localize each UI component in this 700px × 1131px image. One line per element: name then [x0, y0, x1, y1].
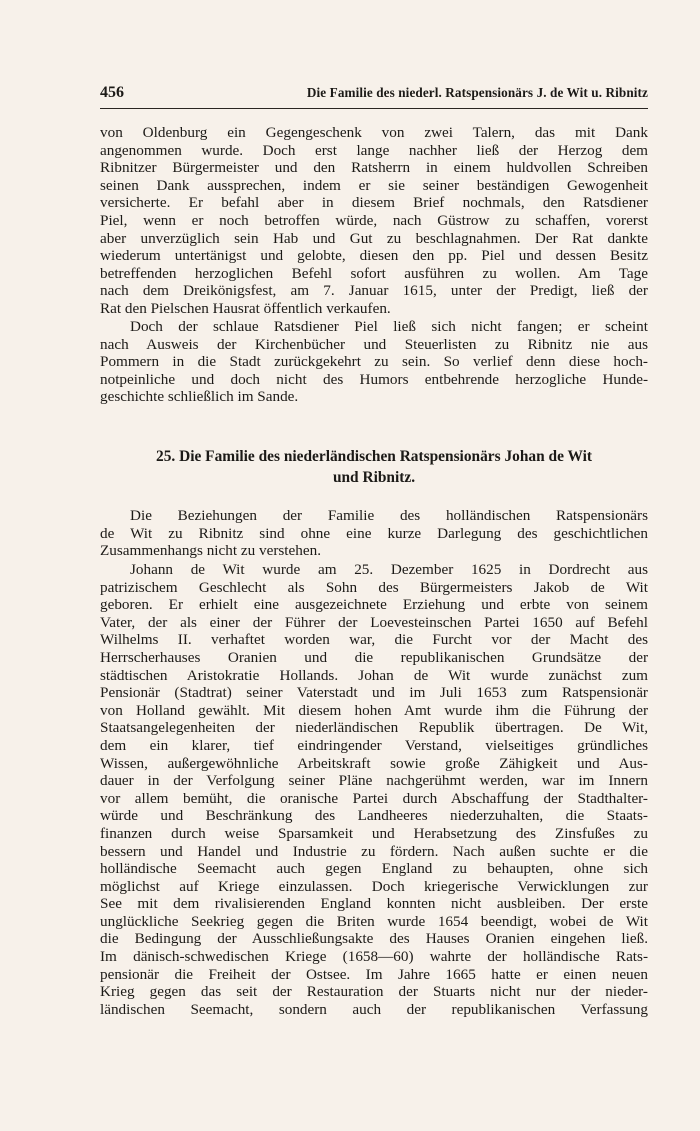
text-line: vor allem bemüht, die oranische Partei durch Abschaffung der Stadthalter-: [100, 789, 648, 807]
text-line: geschichte schließlich im Sande.: [100, 388, 299, 406]
text-line: See mit dem rivalisierenden England konnten nicht ausbleiben. Der erste: [100, 895, 648, 913]
section-heading-line: 25. Die Familie des niederländischen Ratspensionärs Johan de Wit: [156, 448, 592, 465]
text-line: versicherte. Er befahl aber in diesem Brief nochmals, den Ratsdiener: [100, 194, 648, 212]
text-line: geboren. Er erhielt eine ausgezeichnete Erziehung und erbte von seinem: [100, 596, 648, 614]
paragraph-1: [100, 124, 648, 318]
text-line: von Holland gewählt. Mit diesem hohen Amt wurde ihm die Führung der: [100, 701, 648, 719]
text-line: Pommern in die Stadt zurückgekehrt zu sein. So verlief denn diese hoch-: [100, 353, 648, 371]
text-line: Krieg gegen das seit der Restauration der Stuarts nicht nur der nieder-: [100, 983, 648, 1001]
text-line: seinen Dank aussprechen, indem er sie seiner beständigen Gewogenheit: [100, 176, 648, 194]
text-line: Herrscherhauses Oranien und die republikanischen Grundsätze der: [100, 648, 648, 666]
text-line: würde und Beschränkung des Landheeres niederzuhalten, die Staats-: [100, 807, 648, 825]
paragraph-4: [100, 561, 648, 1018]
text-line: dem ein klarer, tief eindringender Verstand, vielseitiges gründliches: [100, 736, 648, 754]
text-line: Die Beziehungen der Familie des holländischen Ratspensionärs: [130, 507, 648, 524]
text-line: von Oldenburg ein Gegengeschenk von zwei Talern, das mit Dank: [100, 124, 648, 141]
text-line: Pensionär (Stadtrat) seiner Vaterstadt und im Juli 1653 zum Ratspensionär: [100, 684, 648, 702]
text-line: nach dem Dreikönigsfest, am 7. Januar 1615, unter der Predigt, ließ der: [100, 282, 648, 300]
text-line: de Wit zu Ribnitz sind ohne eine kurze Darlegung des geschichtlichen: [100, 524, 648, 542]
text-line: Wissen, außergewöhnliche Arbeitskraft sowie große Zähigkeit und Aus-: [100, 754, 648, 772]
section-heading-line: und Ribnitz.: [332, 468, 416, 486]
paragraph-3: [100, 507, 648, 560]
text-line: ländischen Seemacht, sondern auch der republikanischen Verfassung: [100, 1000, 648, 1018]
text-line: Rat den Pielschen Hausrat öffentlich verkaufen.: [100, 299, 391, 317]
text-line: Im dänisch-schwedischen Kriege (1658—60) wahrte der holländische Rats-: [100, 948, 648, 966]
text-line: angenommen wurde. Doch erst lange nachher ließ der Herzog dem: [100, 141, 648, 159]
text-line: pensionär die Freiheit der Ostsee. Im Jahre 1665 hatte er einen neuen: [100, 965, 648, 983]
text-line: Zusammenhangs nicht zu verstehen.: [100, 542, 321, 560]
text-line: dauer in der Verfolgung seiner Pläne nachgerühmt werden, war im Innern: [100, 772, 648, 790]
text-line: unglückliche Seekrieg gegen die Briten wurde 1654 beendigt, wobei de Wit: [100, 912, 648, 930]
text-line: Wilhelms II. verhaftet worden war, die Furcht vor der Macht des: [100, 631, 648, 649]
running-head: Die Familie des niederl. Ratspensionärs J. de Wit u. Ribnitz: [306, 85, 648, 100]
text-line: Doch der schlaue Ratsdiener Piel ließ sich nicht fangen; er scheint: [130, 318, 648, 335]
text-line: Ribnitzer Bürgermeister und den Ratsherrn in einem huldvollen Schreiben: [100, 159, 648, 177]
text-line: wiederum untertänigst und gelobte, diesen den pp. Piel und dessen Besitz: [100, 247, 648, 265]
text-line: die Bedingung der Ausschließungsakte des Hauses Oranien eingehen ließ.: [100, 930, 648, 948]
text-line: finanzen durch weise Sparsamkeit und Herabsetzung des Zinsfußes zu: [100, 824, 648, 842]
text-line: möglichst auf Kriege einzulassen. Doch kriegerische Verwicklungen zur: [100, 877, 648, 895]
text-line: aber unverzüglich sein Hab und Gut zu beschlagnahmen. Der Rat dankte: [100, 229, 648, 247]
text-line: städtischen Aristokratie Hollands. Johan de Wit wurde zunächst zum: [100, 666, 648, 684]
text-line: Staatsangelegenheiten der niederländischen Republik übertragen. De Wit,: [100, 719, 648, 737]
text-line: patrizischem Geschlecht als Sohn des Bürgermeisters Jakob de Wit: [100, 578, 648, 596]
text-line: nach Ausweis der Kirchenbücher und Steuerlisten zu Ribnitz nie aus: [100, 335, 648, 353]
text-line: Piel, wenn er noch betroffen würde, nach Güstrow zu schaffen, vorerst: [100, 211, 648, 229]
section-heading: [100, 447, 648, 488]
text-line: Johann de Wit wurde am 25. Dezember 1625 in Dordrecht aus: [130, 561, 648, 578]
text-line: betreffenden herzoglichen Befehl sofort ausführen zu wollen. Am Tage: [100, 264, 648, 282]
page-header: [100, 84, 648, 109]
text-line: Vater, der als einer der Führer der Loevesteinschen Partei 1650 auf Befehl: [100, 613, 648, 631]
text-line: bessern und Handel und Industrie zu fördern. Nach außen suchte er die: [100, 842, 648, 860]
text-line: notpeinliche und doch nicht des Humors entbehrende herzogliche Hunde-: [100, 370, 648, 388]
text-line: holländische Seemacht auch gegen England zu behaupten, ohne sich: [100, 860, 648, 878]
paragraph-2: [100, 318, 648, 406]
page-number: 456: [100, 84, 124, 101]
